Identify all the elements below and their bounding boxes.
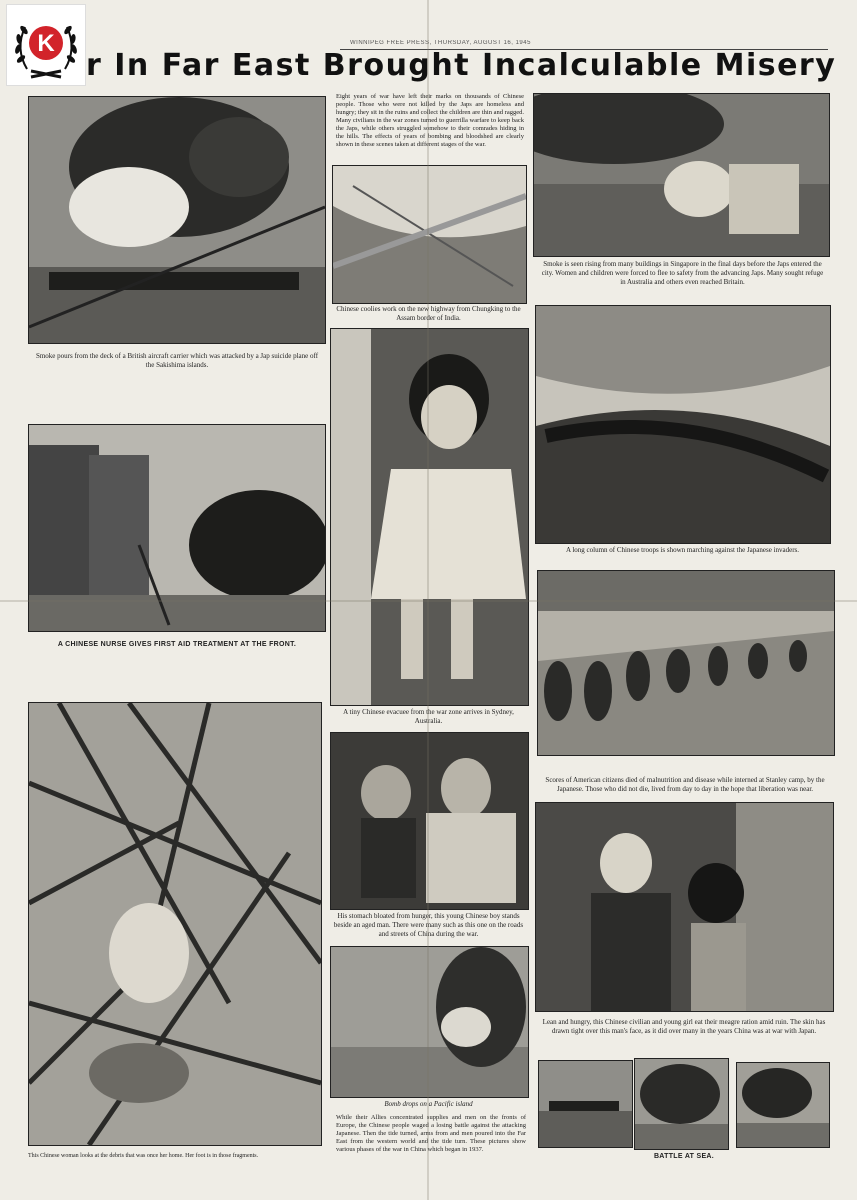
caption-stanley: Scores of American citizens died of malnutrition and disease while interned at Stanley camp, by the Japanese. Those who did not die, lived from day to day in the hope that liberation was near. <box>545 776 825 793</box>
chinese-evacuee-child-photo <box>330 328 529 706</box>
caption-child: A tiny Chinese evacuee from the war zone arrives in Sydney, Australia. <box>343 708 514 725</box>
intro-paragraph: Eight years of war have left their marks on thousands of Chinese people. Those who were not killed by the Japs are homeless and hungry; they sit in the ruins and collect the children are thin and ragged. Many civilians in the war zones turned to guerrilla warfare to keep back the Japs, while others struggled somehow to their comrades hiding in the hills. The effects of years of bombing and bloodshed are clearly shown in these scenes taken at different stages of the war. <box>336 93 524 148</box>
singapore-smoke-photo <box>533 93 830 257</box>
caption-carrier: Smoke pours from the deck of a British aircraft carrier which was attacked by a Jap suicide plane off the Sakishima islands. <box>35 352 319 369</box>
chinese-woman-debris-photo <box>28 702 322 1146</box>
caption-lean: Lean and hungry, this Chinese civilian and young girl eat their meagre ration amid ruin. The skin has drawn tight over this man's face, as it did over many in the years China was at war with Japan. <box>542 1018 826 1035</box>
coolies-highway-photo <box>332 165 527 304</box>
allies-paragraph: While their Allies concentrated supplies and men on the fronts of Europe, the Chinese people waged a losing battle against the attacking Japanese. Then the tide turned, arms from and men poured into the Far East from the western world and the tide turn. These pictures show various phases of the war in China which began in 1937. <box>336 1114 526 1153</box>
page-headline: r In Far East Brought Incalculable Misery <box>86 48 837 83</box>
battle-at-sea-photo-1 <box>538 1060 633 1148</box>
battle-at-sea-photo-3 <box>736 1062 830 1148</box>
caption-troops: A long column of Chinese troops is shown marching against the Japanese invaders. <box>565 546 800 554</box>
masthead-dateline: WINNIPEG FREE PRESS, THURSDAY, AUGUST 16, 1945 <box>350 40 531 46</box>
stanley-camp-internees-photo <box>537 570 835 756</box>
caption-nurse: A CHINESE NURSE GIVES FIRST AID TREATMENT AT THE FRONT. <box>57 641 297 648</box>
chinese-troops-column-photo <box>535 305 831 544</box>
svg-text:K: K <box>37 30 55 57</box>
caption-singapore: Smoke is seen rising from many buildings in Singapore in the final days before the Japs entered the city. Women and children were forced to flee to safety from the advancing Japs. Many sought refuge in Australia and others even reached Britain. <box>541 260 824 286</box>
caption-bomb: Bomb drops on a Pacific island <box>384 1100 473 1108</box>
caption-battle-at-sea: BATTLE AT SEA. <box>653 1153 715 1160</box>
bomb-pacific-island-photo <box>330 946 529 1098</box>
caption-woman: This Chinese woman looks at the debris that was once her home. Her foot is in those fragments. <box>28 1153 259 1159</box>
battle-at-sea-photo-2 <box>634 1058 729 1150</box>
hungry-boy-aged-man-photo <box>330 732 529 910</box>
lean-hungry-civilian-photo <box>535 802 834 1012</box>
laurel-k-logo-icon <box>6 4 86 86</box>
caption-coolies: Chinese coolies work on the new highway from Chungking to the Assam border of India. <box>336 305 521 322</box>
aircraft-carrier-smoke-photo <box>28 96 326 344</box>
caption-boy: His stomach bloated from hunger, this young Chinese boy stands beside an aged man. There were many such as this one on the roads and streets of China during the war. <box>333 912 524 938</box>
paper-fold-horizontal <box>0 600 857 602</box>
